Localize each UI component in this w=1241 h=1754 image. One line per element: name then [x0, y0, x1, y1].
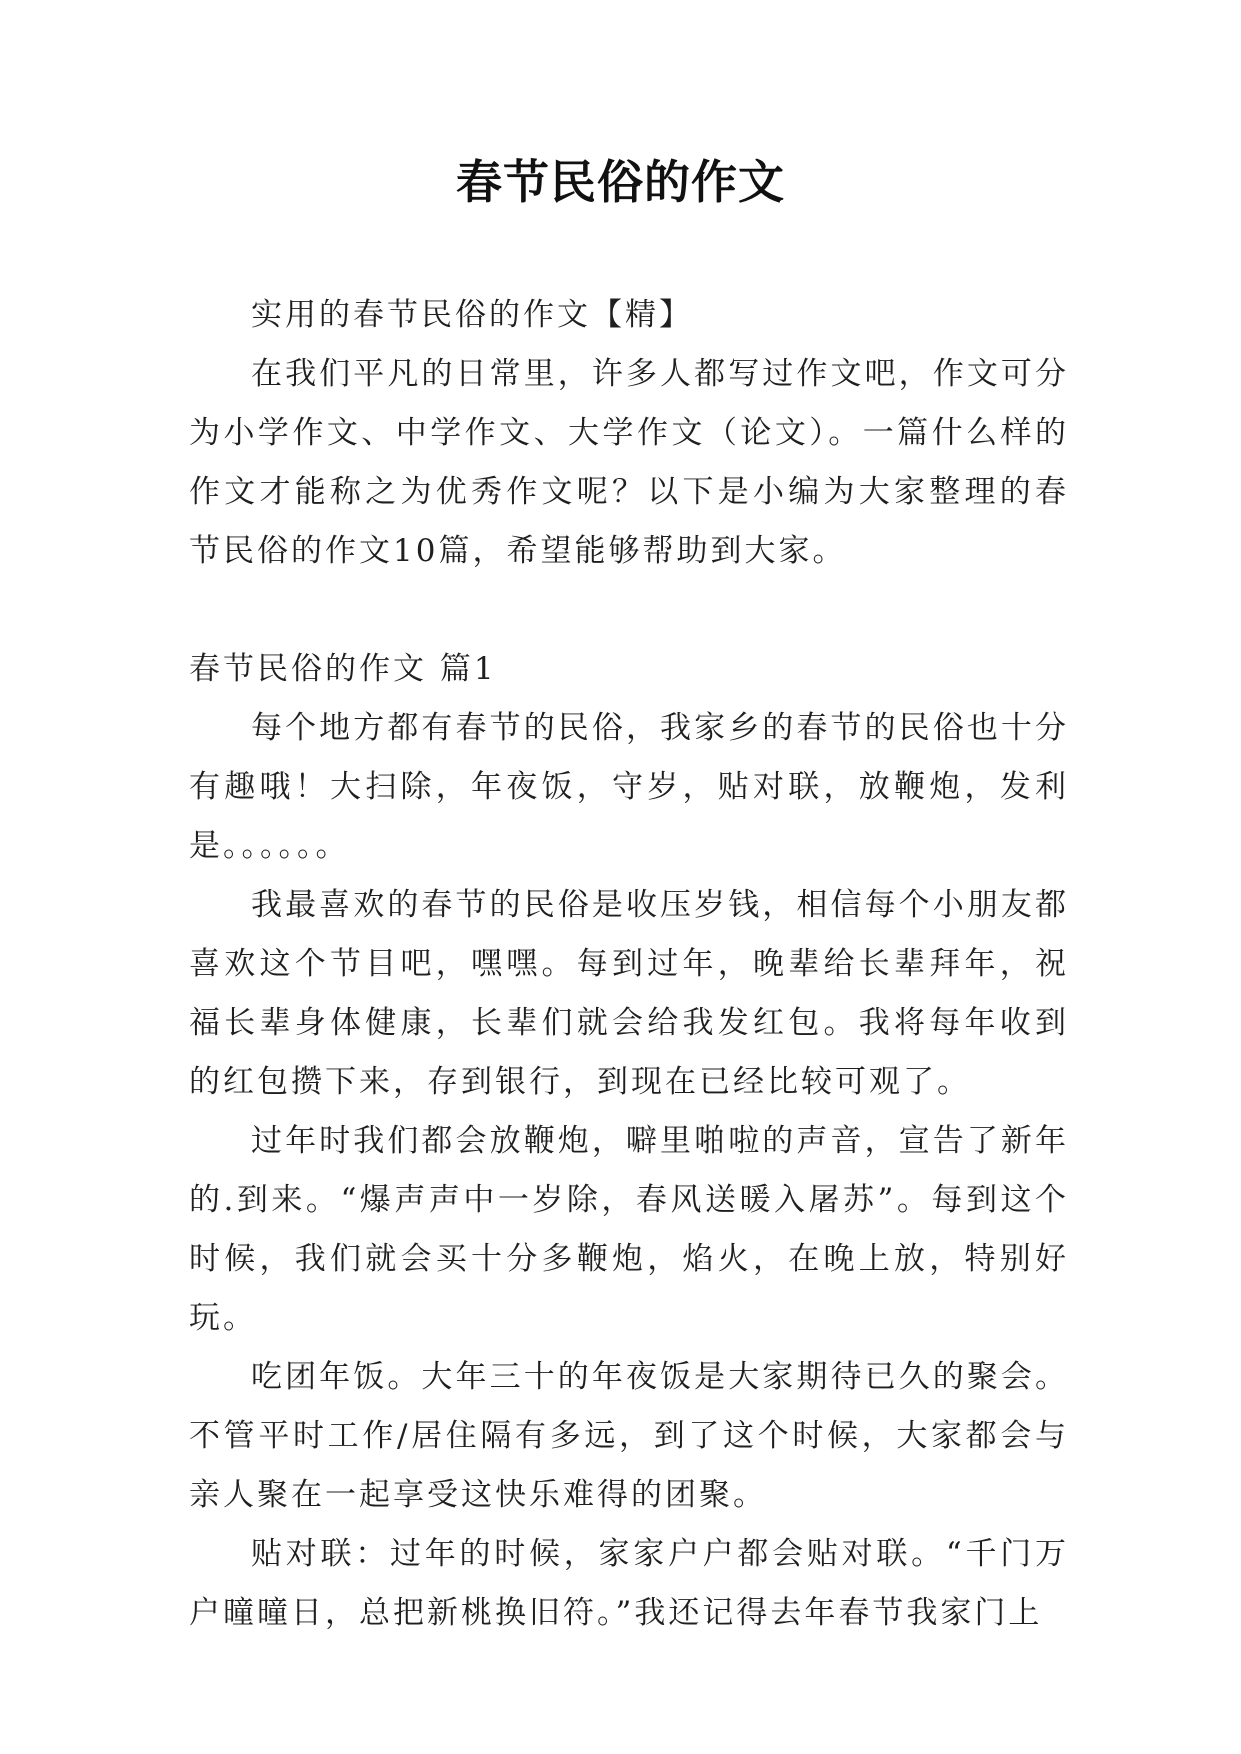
document-title: 春节民俗的作文 [456, 155, 785, 209]
body-paragraph: 过年时我们都会放鞭炮，噼里啪啦的声音，宣告了新年的.到来。“爆声声中一岁除，春风送暖入屠苏”。每到这个时候，我们就会买十分多鞭炮，焰火，在晚上放，特别好玩。 [189, 1123, 1069, 1336]
section-spacer [189, 581, 1069, 640]
document-subtitle: 实用的春节民俗的作文【精】 [251, 297, 693, 333]
body-paragraph: 我最喜欢的春节的民俗是收压岁钱，相信每个小朋友都喜欢这个节目吧，嘿嘿。每到过年，晚辈给长辈拜年，祝福长辈身体健康，长辈们就会给我发红包。我将每年收到的红包攒下来，存到银行，到现在已经比较可观了。 [189, 887, 1069, 1100]
intro-paragraph: 在我们平凡的日常里，许多人都写过作文吧，作文可分为小学作文、中学作文、大学作文（论文）。一篇什么样的作文才能称之为优秀作文呢？以下是小编为大家整理的春节民俗的作文10篇，希望能够帮助到大家。 [189, 356, 1069, 569]
section-heading: 春节民俗的作文 篇1 [189, 651, 497, 687]
document-body [189, 286, 1069, 1643]
body-paragraph: 每个地方都有春节的民俗，我家乡的春节的民俗也十分有趣哦！大扫除，年夜饭，守岁，贴对联，放鞭炮，发利是。。。。。。 [189, 710, 1069, 864]
body-paragraph: 贴对联：过年的时候，家家户户都会贴对联。“千门万户曈曈日，总把新桃换旧符。”我还记得去年春节我家门上 [189, 1536, 1069, 1631]
body-paragraph: 吃团年饭。大年三十的年夜饭是大家期待已久的聚会。不管平时工作/居住隔有多远，到了这个时候，大家都会与亲人聚在一起享受这快乐难得的团聚。 [189, 1359, 1069, 1513]
